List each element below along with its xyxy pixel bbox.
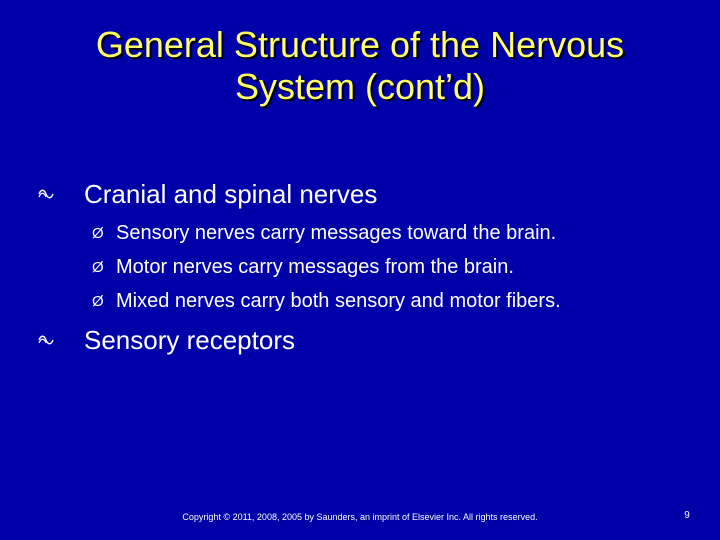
slide-title	[40, 24, 680, 108]
arrowhead-bullet-icon: Ø	[92, 292, 104, 310]
slide-title-line-1: General Structure of the Nervous	[95, 24, 625, 65]
subbullet-text: Motor nerves carry messages from the brain.	[116, 255, 514, 278]
bullet-swirl-icon	[38, 188, 84, 200]
subbullet-text: Sensory nerves carry messages toward the brain.	[116, 221, 557, 244]
subbullet-text: Mixed nerves carry both sensory and motor fibers.	[116, 289, 561, 312]
bullet-text: Cranial and spinal nerves	[84, 178, 378, 209]
subbullet-sensory-nerves	[92, 217, 556, 249]
page-number: 9	[684, 510, 690, 521]
slide-title-line-2: System (cont’d)	[234, 66, 486, 107]
subbullet-motor-nerves	[92, 251, 514, 283]
arrowhead-bullet-icon: Ø	[92, 224, 104, 242]
copyright-footer: Copyright © 2011, 2008, 2005 by Saunders, an imprint of Elsevier Inc. All rights reserved.	[182, 512, 538, 522]
bullet-text: Sensory receptors	[84, 324, 295, 355]
bullet-cranial-spinal-nerves	[38, 174, 377, 214]
arrowhead-bullet-icon: Ø	[92, 258, 104, 276]
bullet-sensory-receptors	[38, 320, 295, 360]
bullet-swirl-icon	[38, 334, 84, 346]
subbullet-mixed-nerves	[92, 285, 561, 317]
